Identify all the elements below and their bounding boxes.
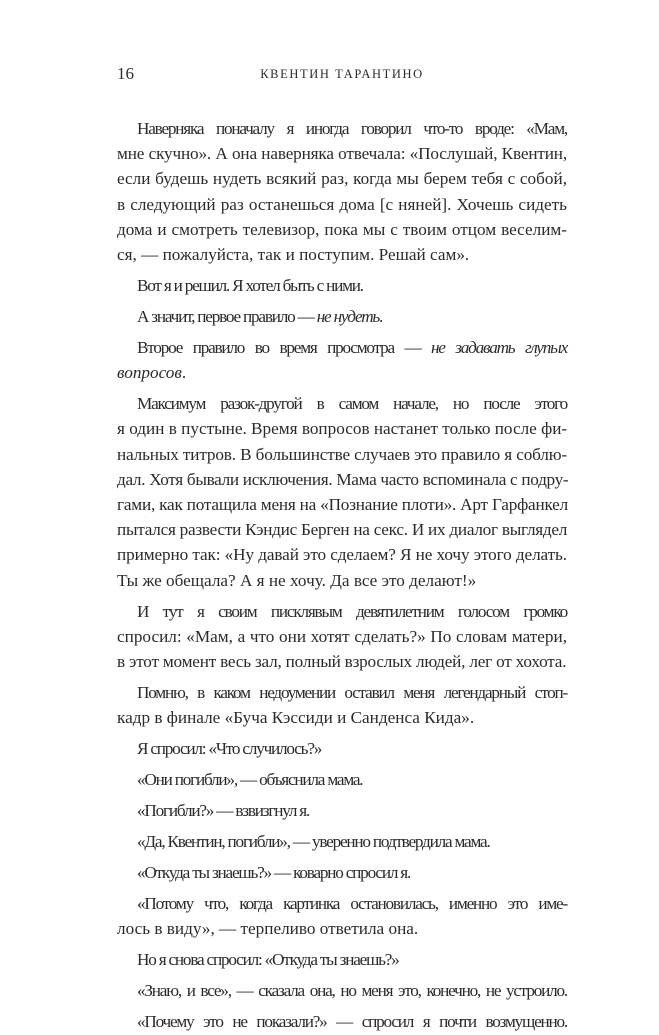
paragraph-12 (117, 860, 567, 885)
paragraph-9 (117, 767, 567, 792)
paragraph-14 (117, 947, 567, 972)
text-line: Наверняка поначалу я иногда говорил что-то вроде: «Мам, (137, 119, 567, 138)
paragraph-4 (117, 335, 567, 385)
text-line: «Да, Квентин, погибли», — уверенно подтвердила мама. (137, 832, 490, 852)
text-line: Ты же обещала? А я не хочу. Да все это делают!» (117, 570, 477, 590)
paragraph-3 (117, 304, 567, 329)
text-line: лось в виду», — терпеливо ответила она. (117, 919, 419, 939)
text-line: И тут я своим писклявым девятилетним голосом громко (137, 601, 567, 621)
text-line: Максимум разок-другой в самом начале, но после этого (137, 394, 567, 414)
text-line: ся, — пожалуйста, так и поступим. Решай сам». (117, 245, 470, 265)
page-header (117, 64, 567, 88)
text-line: «Знаю, и все», — сказала она, но меня это, конечно, не устроило. (137, 981, 567, 1001)
paragraph-8 (117, 736, 567, 761)
paragraph-11 (117, 829, 567, 854)
paragraph-1 (117, 116, 567, 267)
text-run: . (379, 307, 383, 327)
text-line: я один в пустыне. Время вопросов настанет только после фи- (117, 419, 568, 439)
text-line: нальных титров. В большинстве случаев это правило я соблю- (117, 444, 567, 464)
text-run: . (181, 363, 187, 383)
text-line: «Они погибли», — объяснила мама. (137, 770, 363, 790)
text-line: дал. Хотя бывали исключения. Мама часто вспоминала с подру- (117, 469, 569, 489)
text-line: спросил: «Мам, а что они хотят сделать?» По словам матери, (117, 626, 567, 646)
emphasis-text: вопросов (117, 363, 182, 383)
text-line: кадр в финале «Буча Кэссиди и Санденса Кида». (117, 708, 475, 728)
text-line: «Потому что, когда картинка остановилась, именно это име- (137, 894, 567, 914)
paragraph-16 (117, 1009, 567, 1034)
text-line: «Почему это не показали?» — спросил я почти возмущенно. (137, 1012, 567, 1032)
running-title: КВЕНТИН ТАРАНТИНО (260, 67, 424, 81)
text-line: «Погибли?» — взвизгнул я. (137, 801, 310, 821)
text-line (117, 335, 567, 360)
text-line: «Откуда ты знаешь?» — коварно спросил я. (137, 863, 411, 883)
text-line: гами, как потащила меня на «Познание плоти». Арт Гарфанкел (117, 495, 568, 515)
paragraph-7 (117, 680, 567, 730)
text-line: примерно так: «Ну давай это сделаем? Я не хочу этого делать. (117, 545, 567, 565)
text-line: дома и смотреть телевизор, пока мы с твоим отцом веселим- (117, 219, 567, 239)
text-line (117, 360, 567, 385)
text-line: Помню, в каком недоумении оставил меня легендарный стоп- (137, 683, 567, 703)
paragraph-13 (117, 891, 567, 941)
text-line: в этот момент весь зал, полный взрослых людей, лег от хохота. (117, 652, 567, 672)
text-line (117, 304, 567, 329)
text-run: А значит, первое правило — (137, 307, 317, 327)
text-line: Вот я и решил. Я хотел быть с ними. (137, 276, 363, 296)
text-line: если будешь нудеть всякий раз, когда мы берем тебя с собой, (117, 169, 567, 189)
paragraph-5 (117, 391, 567, 593)
text-line: в следующий раз останешься дома [с няней]. Хочешь сидеть (117, 194, 567, 214)
body-text (117, 116, 567, 1035)
text-line: Но я снова спросил: «Откуда ты знаешь?» (137, 950, 399, 970)
paragraph-6 (117, 599, 567, 675)
emphasis-text: не задавать глупых (430, 338, 567, 358)
text-line: пытался развести Кэндис Берген на секс. И их диалог выглядел (117, 520, 568, 540)
paragraph-2 (117, 273, 567, 298)
text-line: Я спросил: «Что случилось?» (137, 739, 322, 759)
text-run: Второе правило во время просмотра — (137, 338, 431, 358)
text-line: мне скучно». А она наверняка отвечала: «Послушай, Квентин, (117, 144, 567, 164)
page-number: 16 (117, 64, 134, 83)
emphasis-text: не нудеть (316, 307, 380, 327)
paragraph-10 (117, 798, 567, 823)
